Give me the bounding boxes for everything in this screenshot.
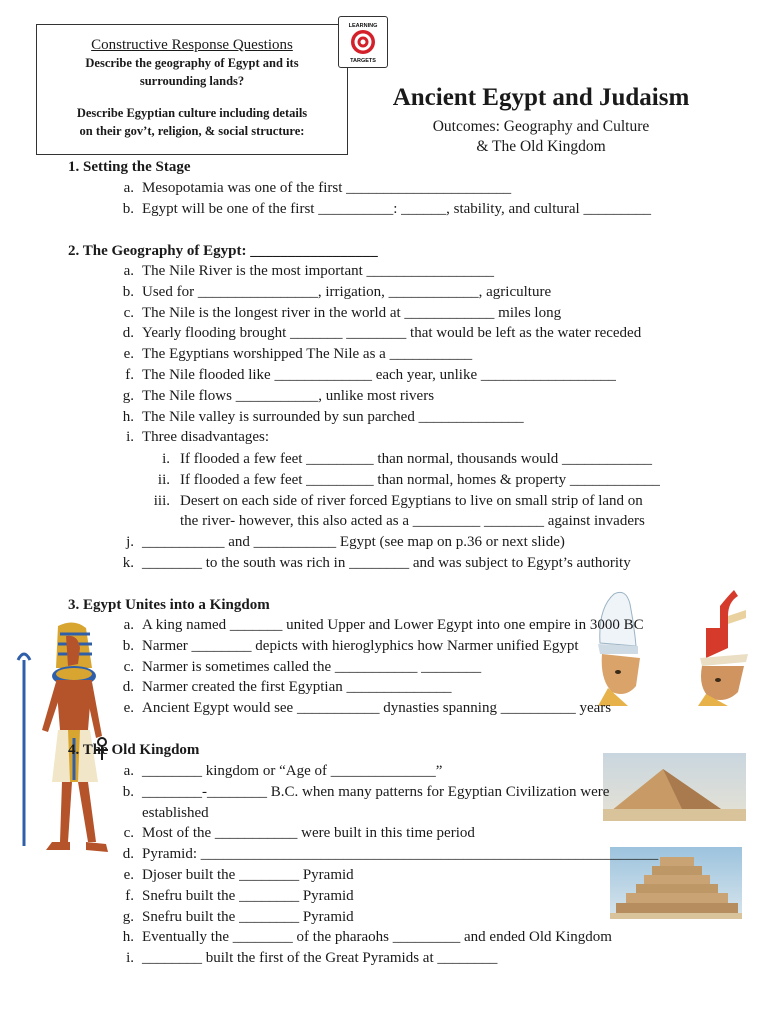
list-item: b. ________-________ B.C. when many patterns for Egyptian Civilization were [122,783,610,800]
list-item: a. Mesopotamia was one of the first ______________________ [123,180,512,196]
list-item: c. The Nile is the longest river in the world at ____________ miles long [123,304,562,321]
list-item: e. Ancient Egypt would see ___________ dynasties spanning __________ years [123,700,612,717]
target-icon [339,17,387,67]
list-item: i. ________ built the first of the Great Pyramids at ________ [126,950,498,967]
constructive-response-box [36,24,348,155]
list-item: e. The Egyptians worshipped The Nile as a ___________ [123,346,473,363]
list-item: c. Narmer is sometimes called the ___________ ________ [123,658,482,675]
list-item: d. Narmer created the first Egyptian ______________ [122,679,452,696]
section-3-heading: 3. Egypt Unites into a Kingdom [68,597,270,613]
section-2-heading: 2. The Geography of Egypt: _________________ [68,243,378,259]
cr-title: Constructive Response Questions [91,37,293,53]
section-3-list [112,615,644,719]
list-item: b. Used for ________________, irrigation, ____________, agriculture [122,283,552,300]
list-item: b. Narmer ________ depicts with hieroglyphics how Narmer unified Egypt [122,637,579,654]
svg-text:LEARNING: LEARNING [348,23,378,29]
list-item: d. Pyramid: _____________________________________________________________ [122,846,659,863]
list-item: ii. If flooded a few feet _________ than normal, homes & property ____________ [157,471,660,488]
list-item: the river- however, this also acted as a _________ ________ against invaders [180,513,645,530]
list-item: k. ________ to the south was rich in ________ and was subject to Egypt’s authority [122,554,631,571]
list-item: e. Djoser built the ________ Pyramid [123,866,354,883]
section-4-list [112,761,658,969]
list-item: a. ________ kingdom or “Age of ______________” [123,763,443,779]
section-1-heading: 1. Setting the Stage [68,159,191,175]
section-2-list-continued [112,532,631,574]
list-item: iii. Desert on each side of river forced Egyptians to live on small strip of land on [153,492,643,509]
list-item: a. The Nile River is the most important _________________ [123,263,495,279]
list-item: f. Snefru built the ________ Pyramid [125,887,354,904]
cr-question-2: Describe Egyptian culture including details on their gov’t, religion, & social structure: [76,106,308,138]
list-item: g. Snefru built the ________ Pyramid [122,908,354,925]
list-item: h. Eventually the ________ of the pharaohs _________ and ended Old Kingdom [122,929,612,946]
list-item: a. A king named _______ united Upper and Lower Egypt into one empire in 3000 BC [123,617,644,633]
section-1-list [112,178,651,220]
section-4-heading: 4. The Old Kingdom [68,742,200,758]
list-item: h. The Nile valley is surrounded by sun parched ______________ [122,408,524,425]
list-item: d. Yearly flooding brought _______ ________ that would be left as the water receded [122,325,642,342]
list-item: established [142,804,209,821]
list-item: i. Three disadvantages: [126,429,270,446]
list-item: g. The Nile flows ___________, unlike most rivers [122,387,435,404]
pharaoh-figure-image [16,620,122,856]
section-2-list [112,261,641,448]
cr-question-1: Describe the geography of Egypt and its surrounding lands? [85,56,299,88]
list-item: f. The Nile flooded like _____________ each year, unlike __________________ [125,366,616,383]
list-item: b. Egypt will be one of the first __________: ______, stability, and cultural _________ [122,200,651,217]
list-item: i. If flooded a few feet _________ than normal, thousands would ____________ [162,451,652,467]
learning-targets-badge [338,16,388,68]
svg-text:TARGETS: TARGETS [350,58,376,64]
page-title: Ancient Egypt and Judaism [392,84,690,111]
section-2-sublist [146,449,660,532]
page-subtitle: Outcomes: Geography and Culture & The Old Kingdom [432,118,650,155]
list-item: j. ___________ and ___________ Egypt (see map on p.36 or next slide) [126,534,565,550]
list-item: c. Most of the ___________ were built in this time period [123,825,475,842]
